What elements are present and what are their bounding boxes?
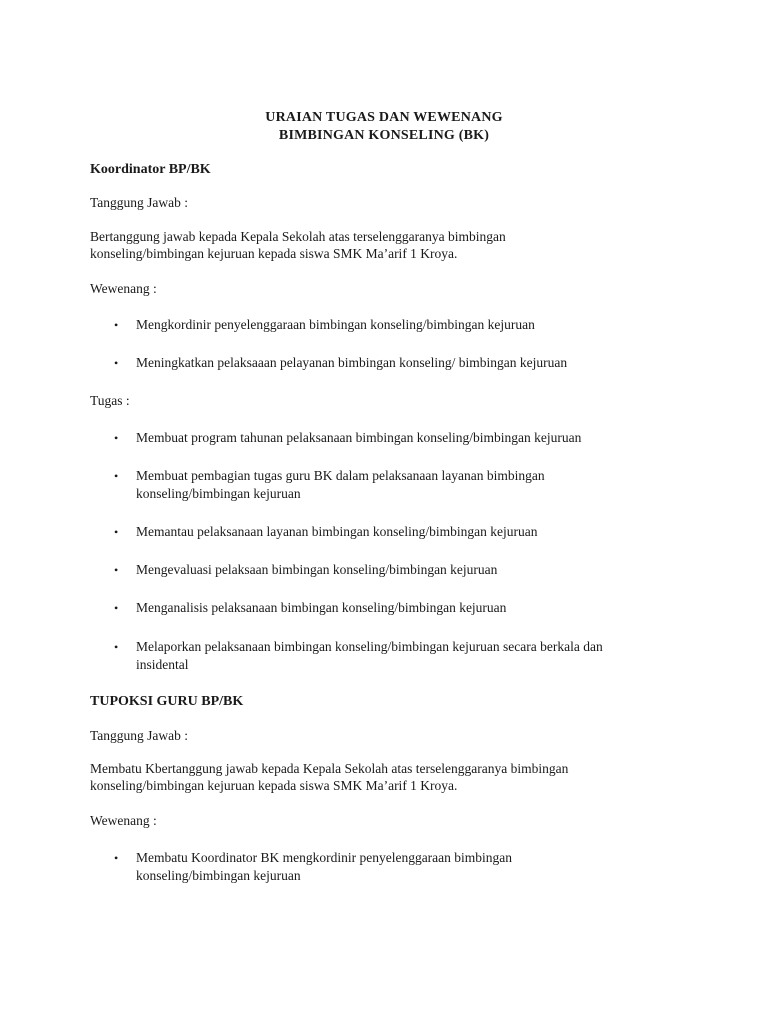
list-item-text: Membuat program tahunan pelaksanaan bimbingan konseling/bimbingan kejuruan bbox=[136, 430, 582, 445]
tugas-label: Tugas : bbox=[90, 393, 130, 408]
bullet-icon: • bbox=[114, 318, 119, 332]
bullet-icon: • bbox=[114, 356, 119, 370]
tanggung-jawab-label: Tanggung Jawab : bbox=[90, 195, 189, 210]
bullet-icon: • bbox=[114, 851, 119, 865]
list-item-text: Membatu Koordinator BK mengkordinir penyelenggaraan bimbingan bbox=[136, 850, 513, 865]
list-item-text: Mengevaluasi pelaksaan bimbingan konseling/bimbingan kejuruan bbox=[136, 562, 498, 577]
wewenang-label: Wewenang : bbox=[90, 813, 157, 828]
bullet-icon: • bbox=[114, 640, 119, 654]
tanggung-jawab-text-line2: konseling/bimbingan kejuruan kepada siswa SMK Ma’arif 1 Kroya. bbox=[90, 778, 458, 793]
section-heading-tupoksi: TUPOKSI GURU BP/BK bbox=[90, 694, 244, 709]
tanggung-jawab-label: Tanggung Jawab : bbox=[90, 728, 189, 743]
list-item-text: Melaporkan pelaksanaan bimbingan konseling/bimbingan kejuruan secara berkala dan bbox=[136, 639, 603, 654]
list-item-text-continued: konseling/bimbingan kejuruan bbox=[136, 868, 301, 883]
tanggung-jawab-text-line2: konseling/bimbingan kejuruan kepada siswa SMK Ma’arif 1 Kroya. bbox=[90, 246, 458, 261]
bullet-icon: • bbox=[114, 563, 119, 577]
list-item-text-continued: insidental bbox=[136, 657, 189, 672]
document-title-line2: BIMBINGAN KONSELING (BK) bbox=[278, 128, 490, 143]
tanggung-jawab-text-line1: Bertanggung jawab kepada Kepala Sekolah atas terselenggaranya bimbingan bbox=[90, 229, 506, 244]
section-heading-koordinator: Koordinator BP/BK bbox=[90, 162, 211, 177]
document-title-line1: URAIAN TUGAS DAN WEWENANG bbox=[265, 110, 503, 125]
wewenang-label: Wewenang : bbox=[90, 281, 157, 296]
bullet-icon: • bbox=[114, 525, 119, 539]
list-item-text: Menganalisis pelaksanaan bimbingan konseling/bimbingan kejuruan bbox=[136, 600, 507, 615]
tanggung-jawab-text-line1: Membatu Kbertanggung jawab kepada Kepala Sekolah atas terselenggaranya bimbingan bbox=[90, 761, 569, 776]
bullet-icon: • bbox=[114, 469, 119, 483]
list-item-text: Mengkordinir penyelenggaraan bimbingan konseling/bimbingan kejuruan bbox=[136, 317, 535, 332]
bullet-icon: • bbox=[114, 431, 119, 445]
list-item-text: Meningkatkan pelaksaaan pelayanan bimbingan konseling/ bimbingan kejuruan bbox=[136, 355, 568, 370]
bullet-icon: • bbox=[114, 601, 119, 615]
list-item-text: Membuat pembagian tugas guru BK dalam pelaksanaan layanan bimbingan bbox=[136, 468, 545, 483]
list-item-text-continued: konseling/bimbingan kejuruan bbox=[136, 486, 301, 501]
list-item-text: Memantau pelaksanaan layanan bimbingan konseling/bimbingan kejuruan bbox=[136, 524, 538, 539]
